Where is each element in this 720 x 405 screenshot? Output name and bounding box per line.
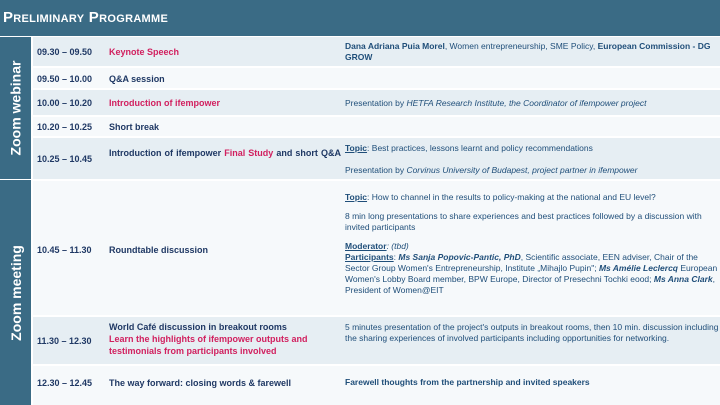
topic-label: Topic (345, 192, 368, 202)
participant-name: Ms Anna Clark (653, 274, 713, 284)
moderator-label: Moderator (345, 241, 387, 251)
description-cell (345, 143, 720, 176)
time-cell: 09.30 – 09.50 (37, 47, 93, 57)
time-cell: 10.20 – 10.25 (37, 122, 93, 132)
topic-text: : How to channel in the results to policy-making at the national and EU level? (367, 192, 656, 202)
table-row (33, 37, 720, 67)
participant-role: European Women's Lobby Board member, BPW Europe, Director of Presechni Tochki eood; (345, 263, 718, 284)
time-cell: 10.25 – 10.45 (37, 154, 93, 164)
speaker-role: , Women entrepreneurship, SME Policy, (444, 41, 598, 51)
speaker-name: Dana Adriana Puia Morel (345, 41, 445, 51)
topic-label: Topic (345, 143, 368, 153)
presenter: Corvinus University of Budapest, project partner in ifempower (406, 165, 638, 175)
description-cell (345, 41, 720, 63)
table-row (33, 138, 720, 180)
topic-text: : Best practices, lessons learnt and policy recommendations (367, 143, 593, 153)
table-row (33, 68, 720, 89)
activity-cell: Introduction of ifempower (109, 98, 220, 108)
table-row (33, 117, 720, 137)
activity-cell: Short break (109, 122, 160, 132)
time-cell: 12.30 – 12.45 (37, 378, 93, 388)
activity-cell (109, 147, 341, 159)
time-cell: 11.30 – 12.30 (37, 336, 92, 346)
table-row (33, 317, 720, 365)
page-title: Preliminary Programme (0, 0, 720, 36)
presentation-prefix: Presentation by (345, 165, 407, 175)
time-cell: 10.45 – 11.30 (37, 245, 92, 255)
presenter: HETFA Research Institute, the Coordinator of ifempower project (406, 98, 647, 108)
table-row (33, 181, 720, 316)
time-cell: 10.00 – 10.20 (37, 98, 93, 108)
format-text: 8 min long presentations to share experiences and best practices followed by a discussion with invited participants (345, 211, 702, 232)
speaker-org: European Commission - DG GROW (345, 41, 711, 62)
activity-cell: Roundtable discussion (109, 245, 209, 255)
description-cell: Farewell thoughts from the partnership and invited speakers (345, 377, 590, 387)
activity-cell (109, 321, 341, 357)
participant-name: Ms Sanja Popovic-Pantic, PhD (398, 252, 521, 262)
participant-role: , President of Women@EIT (345, 274, 715, 295)
description-cell: Topic: How to channel in the results to policy-making at the national and EU level? 8 min long presentations to share experiences and best practices followed by a discussion with invited participants Moderator: (tbd) Participants: Ms Sanja Popovic-Pantic, PhD, Scientific associate, EEN adviser, Chair of the Sector Group Women's Entrepreneurship, Institute „Mihajlo Pupin"; Ms Amélie Leclercq European Women's Lobby Board member, BPW Europe, Director of Presechni Tochki eood; Ms Anna Clark, President of Women@EIT (345, 192, 720, 296)
moderator-text: : (tbd) (386, 241, 409, 251)
activity-cell: The way forward: closing words & farewell (109, 378, 292, 388)
time-cell: 09.50 – 10.00 (37, 74, 93, 84)
activity-title: World Café discussion in breakout rooms (109, 322, 287, 332)
activity-cell: Keynote Speech (109, 47, 180, 57)
table-row (33, 90, 720, 116)
table-row (33, 366, 720, 405)
activity-part-a: Introduction of ifempower (109, 148, 225, 158)
activity-part-b: Final Study (224, 148, 274, 158)
section-label-webinar (0, 37, 32, 179)
description-cell: 5 minutes presentation of the project's outputs in breakout rooms, then 10 min. discussion including the sharing experiences of involved participants including opportunities for networking. (345, 322, 719, 343)
participant-name: Ms Amélie Leclercq (598, 263, 678, 273)
section-meeting-text: Zoom meeting (7, 244, 24, 341)
participant-role: , Scientific associate, EEN adviser, Chair of the Sector Group Women's Entrepreneurship, Institute „Mihajlo Pupin"; (345, 252, 698, 273)
section-webinar-text: Zoom webinar (7, 60, 24, 156)
activity-part-c: and short Q&A (273, 148, 341, 158)
activity-cell: Q&A session (109, 74, 165, 84)
section-label-meeting (0, 180, 32, 405)
participants-label: Participants (345, 252, 394, 262)
description-cell (345, 98, 720, 109)
activity-highlight: Learn the highlights of ifempower outputs and testimonials from participants involved (109, 334, 308, 356)
presentation-prefix: Presentation by (345, 98, 407, 108)
